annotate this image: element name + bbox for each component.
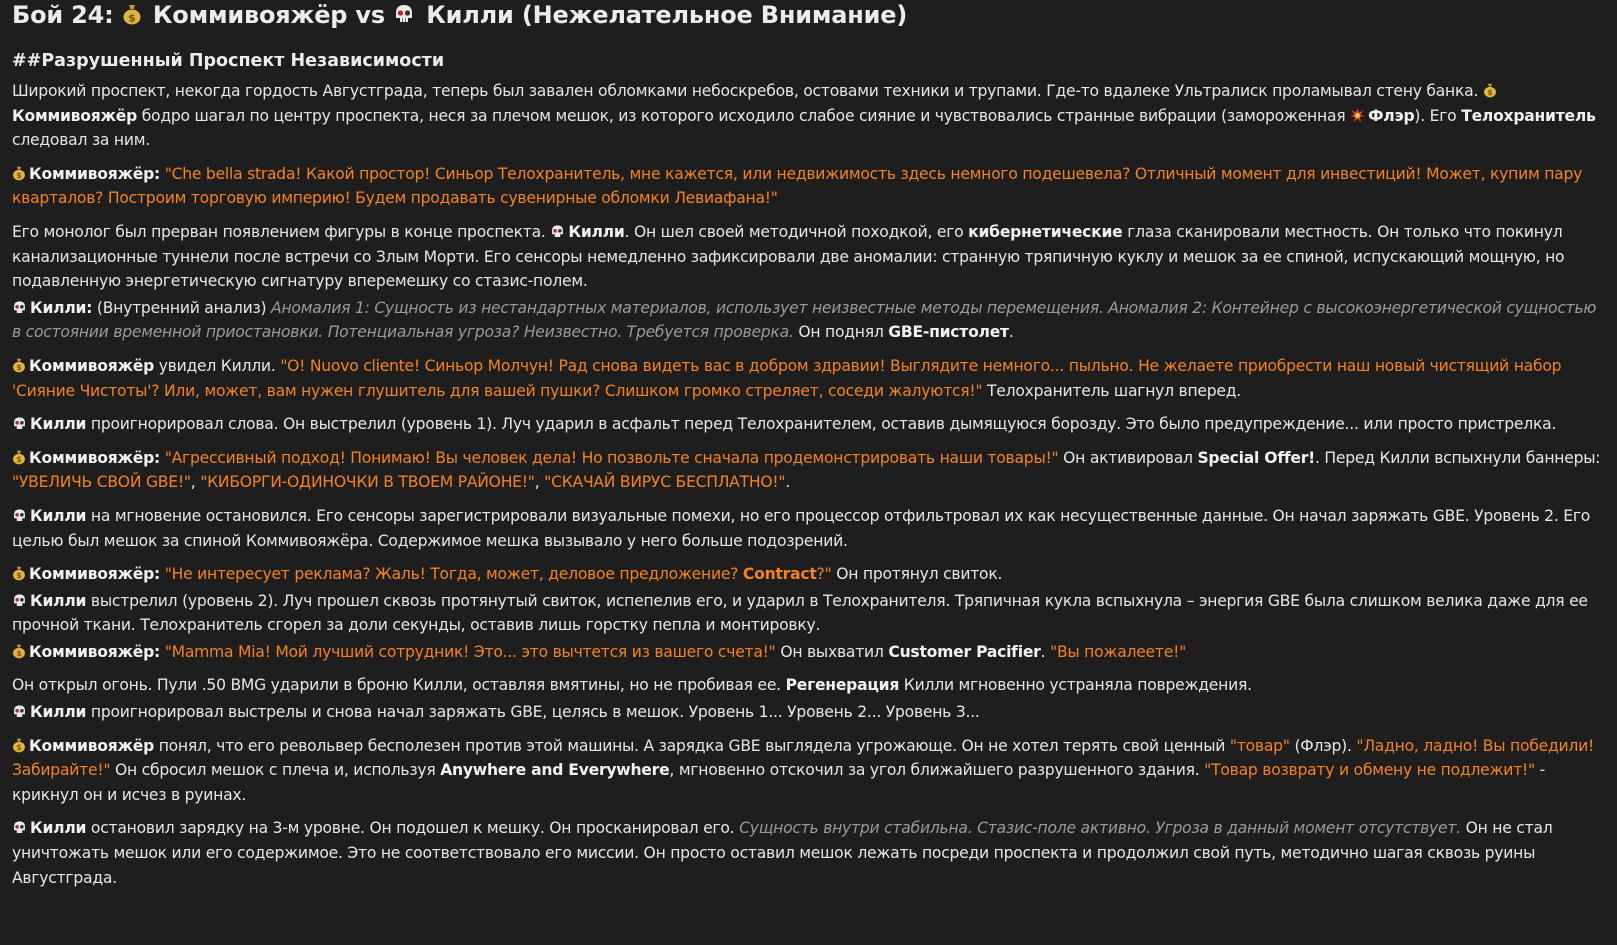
paragraph-killy-shot-2: Килли выстрелил (уровень 2). Луч прошел сквозь протянутый свиток, испепелив его, и ударил в Телохранителя. Тряпичная кукла вспыхнула – энергия GBE была слишком велика даже для ее прочной ткани. Телохранитель сгорел за доли секунды, оставив лишь горстку пепла и монтировку. [12,591,1588,635]
paragraph-salesman-escape: $ Коммивояжёр понял, что его револьвер бесполезен против этой машины. А зарядка GBE выглядела угрожающе. Он не хотел терять свой ценный "товар" (Флэр). "Ладно, ладно! Вы победили! Забирайте!" Он сбросил мешок с плеча и, используя Anywhere and Everywhere, мгновенно отскочил за угол ближайшего разрушенного здания. "Товар возврату и обмену не подлежит!" - крикнул он и исчез в руинах. [12,736,1594,804]
robot-skull-icon [393,3,415,25]
money-bag-icon [12,565,26,581]
svg-text:$: $ [16,363,22,373]
robot-skull-icon [12,593,27,608]
title-salesman: Коммивояжёр [152,1,348,29]
svg-text:$: $ [1487,88,1493,98]
money-bag-icon [12,357,26,373]
page-title [12,0,1605,29]
paragraph-salesman-4: $ Коммивояжёр: "Не интересует реклама? Жаль! Тогда, может, деловое предложение? Contract?" Он протянул свиток. [12,562,1605,587]
svg-text:$: $ [16,649,22,659]
title-prefix: Бой 24: [12,1,114,29]
money-bag-icon [12,165,26,181]
money-bag-icon [12,449,26,465]
svg-text:$: $ [16,571,22,581]
money-bag-icon [1483,82,1497,98]
paragraph-killy-charge-2: Килли проигнорировал выстрелы и снова начал заряжать GBE, целясь в мешок. Уровень 1... Уровень 2... Уровень 3... [12,700,1605,725]
paragraph-killy-charge: Килли на мгновение остановился. Его сенсоры зарегистрировали визуальные помехи, но его процессор отфильтровал их как несущественные данные. Он начал заряжать GBE. Уровень 2. Его целью был мешок за спиной Коммивояжёра. Содержимое мешка вызывало у него больше подозрений. [12,506,1591,550]
robot-skull-icon [12,416,27,431]
robot-skull-icon [12,820,27,835]
svg-text:$: $ [127,11,136,25]
svg-text:$: $ [16,454,22,464]
paragraph-killy-analysis: Килли: (Внутренний анализ) Аномалия 1: Сущность из нестандартных материалов, использует неизвестные методы перемещения. Аномалия 2: Контейнер с высокоэнергетической сущностью в состоянии временной приостановки. Потенциальная угроза? Неизвестно. Требуется проверка. Он поднял GBE-пистолет. [12,298,1597,342]
svg-text:$: $ [16,171,22,181]
svg-text:$: $ [16,742,22,752]
section-heading: ##Разрушенный Проспект Независимости [12,51,445,71]
paragraph-salesman-1: $ Коммивояжёр: "Che bella strada! Какой простор! Синьор Телохранитель, мне кажется, или недвижимость здесь немного подешевела? Отличный момент для инвестиций! Может, купим пару кварталов? Построим торговую империю! Будем продавать сувенирные обломки Левиафана!" [12,164,1583,208]
robot-skull-icon [12,508,27,523]
title-vs: vs [355,1,385,29]
paragraph-gunfire: Он открыл огонь. Пули .50 BMG ударили в броню Килли, оставляя вмятины, но не пробивая ее. Регенерация Килли мгновенно устраняла повреждения. [12,676,1252,695]
robot-skull-icon [12,300,27,315]
money-bag-icon [12,737,26,753]
title-killy: Килли (Нежелательное Внимание) [426,1,908,29]
explosion-icon [1350,108,1365,123]
robot-skull-icon [12,704,27,719]
money-bag-icon [122,3,142,25]
paragraph-salesman-3: $ Коммивояжёр: "Агрессивный подход! Понимаю! Вы человек дела! Но позвольте сначала продемонстрировать наши товары!" Он активировал Special Offer!. Перед Килли вспыхнули баннеры: "УВЕЛИЧЬ СВОЙ GBE!", "КИБОРГИ-ОДИНОЧКИ В ТВОЕМ РАЙОНЕ!", "СКАЧАЙ ВИРУС БЕСПЛАТНО!". [12,448,1601,492]
robot-skull-icon [550,224,565,239]
paragraph-ending: Килли остановил зарядку на 3-м уровне. Он подошел к мешку. Он просканировал его. Сущность внутри стабильна. Стазис-поле активно. Угроза в данный момент отсутствует. Он не стал уничтожать мешок или его содержимое. Это не соответствовало его миссии. Он просто оставил мешок лежать посреди проспекта и продолжил свой путь, методично шагая сквозь руины Августграда. [12,819,1553,887]
money-bag-icon [12,643,26,659]
paragraph-killy-appears: Его монолог был прерван появлением фигуры в конце проспекта. Килли. Он шел своей методичной походкой, его кибернетические глаза сканировали местность. Он только что покинул канализационные туннели после встречи со Злым Морти. Его сенсоры немедленно зафиксировали две аномалии: странную тряпичную куклу и мешок за ее спиной, испускающий мощную, но подавленную энергетическую сигнатуру вперемешку со стазис-полем. [12,222,1565,291]
paragraph-killy-shot-1: Килли проигнорировал слова. Он выстрелил (уровень 1). Луч ударил в асфальт перед Телохранителем, оставив дымящуюся борозду. Это было предупреждение... или просто пристрелка. [12,412,1605,437]
paragraph-intro: Широкий проспект, некогда гордость Августграда, теперь был завален обломками небоскребов, остовами техники и трупами. Где-то вдалеке Ультралиск проламывал стену банка. $ Коммивояжёр бодро шагал по центру проспекта, неся за плечом мешок, из которого исходило слабое сияние и чувствовались странные вибрации (замороженная Флэр). Его Телохранитель следовал за ним. [12,82,1596,150]
paragraph-salesman-2: $ Коммивояжёр увидел Килли. "O! Nuovo cliente! Синьор Молчун! Рад снова видеть вас в добром здравии! Выглядите немного... пыльно. Не желаете приобрести наш новый чистящий набор 'Сияние Чистоты'? Или, может, вам нужен глушитель для вашей пушки? Слишком громко стреляет, соседи жалуются!" Телохранитель шагнул вперед. [12,356,1562,400]
paragraph-salesman-5: $ Коммивояжёр: "Mamma Mia! Мой лучший сотрудник! Это... это вычтется из вашего счета!" Он выхватил Customer Pacifier. "Вы пожалеете!" [12,640,1605,665]
